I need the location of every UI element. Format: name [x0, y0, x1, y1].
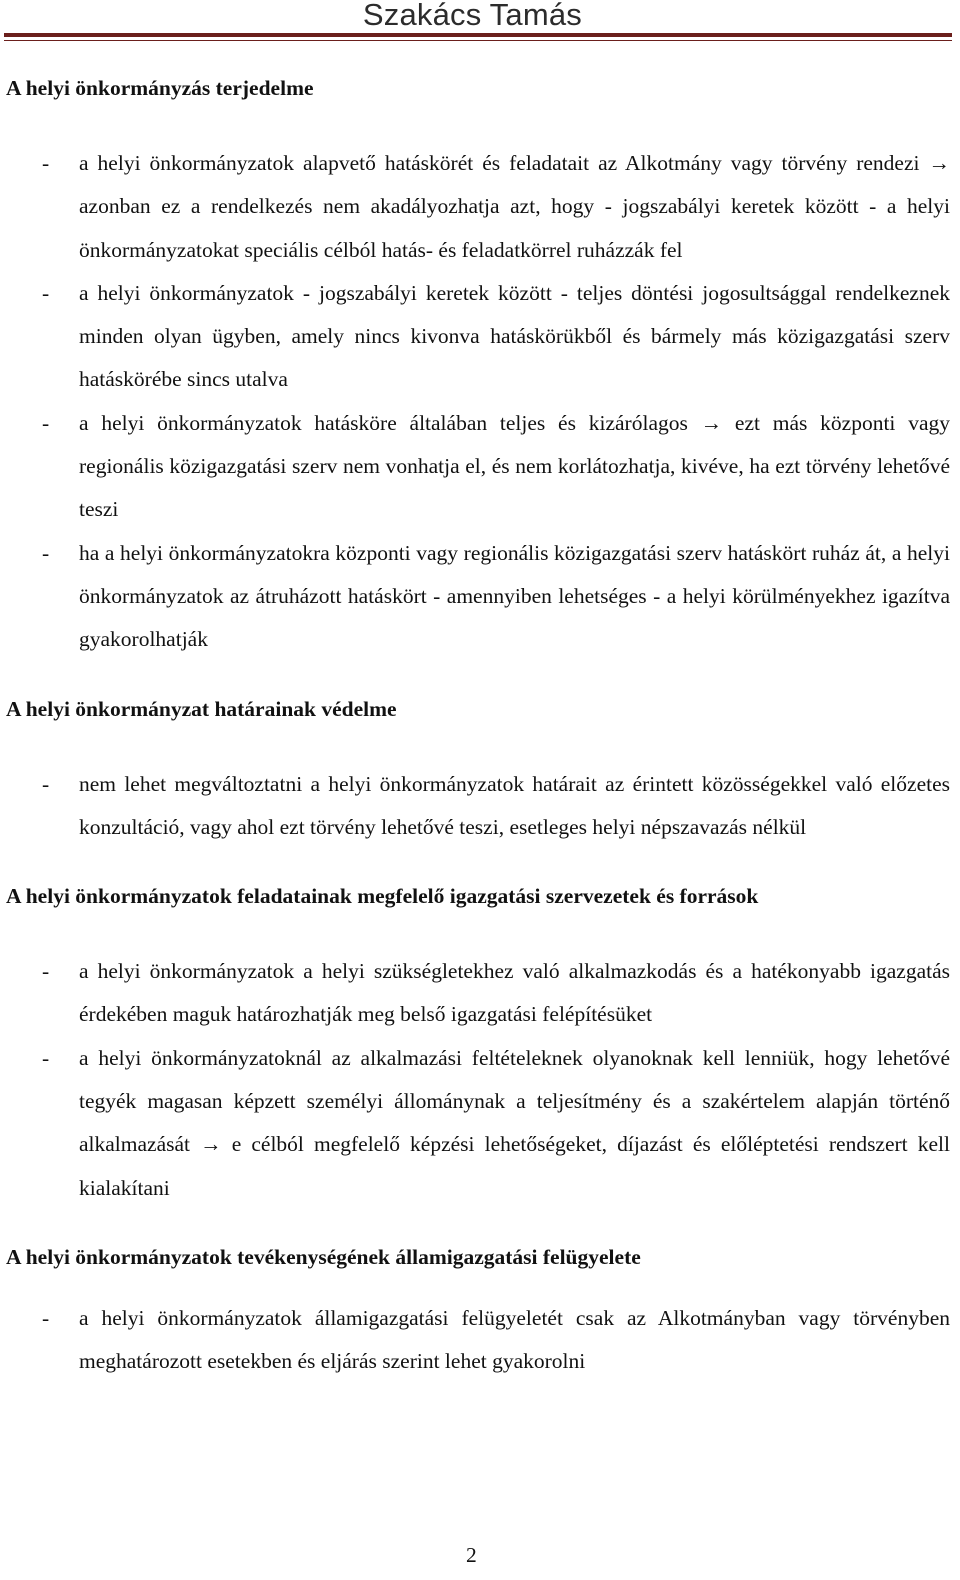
bullet-dash: -: [42, 1305, 50, 1330]
list-item-text: a helyi önkormányzatoknál az alkalmazási feltételeknek olyanoknak kell lenniük, hogy lehetővé tegyék magasan képzett személyi állománynak a teljesítmény és a szakértelem alapján történő alkalmazását → e célból megfelelő képzési lehetőségeket, díjazást és előléptetési rendszert kell kialakítani: [79, 1045, 950, 1200]
list-item: [6, 402, 950, 532]
bullet-dash: -: [42, 540, 50, 565]
list-item-text: nem lehet megváltoztatni a helyi önkormányzatok határait az érintett közösségekkel való előzetes konzultáció, vagy ahol ezt törvény lehetővé teszi, esetleges helyi népszavazás nélkül: [79, 771, 950, 839]
list-item: [6, 950, 950, 1037]
list-item-text: a helyi önkormányzatok alapvető hatáskörét és feladatait az Alkotmány vagy törvény rendezi → azonban ez a rendelkezés nem akadályozhatja azt, hogy - jogszabályi keretek között - a helyi önkormányzatokat speciális célból hatás- és feladatkörrel ruházzák fel: [79, 151, 950, 262]
list-item: [6, 142, 950, 272]
page-number: 2: [466, 1543, 477, 1567]
bullet-dash: -: [42, 151, 50, 175]
section-heading: A helyi önkormányzatok tevékenységének államigazgatási felügyelete: [6, 1244, 641, 1269]
list-item-text: a helyi önkormányzatok - jogszabályi keretek között - teljes döntési jogosultsággal rendelkeznek minden olyan ügyben, amely nincs kivonva hatáskörükből és bármely más közigazgatási szerv hatáskörébe sincs utalva: [79, 280, 950, 392]
list-item-text: a helyi önkormányzatok a helyi szükségletekhez való alkalmazkodás és a hatékonyabb igazgatás érdekében maguk határozhatják meg belső igazgatási felépítésüket: [79, 959, 950, 1027]
list-item: [6, 532, 950, 662]
section-3: [6, 878, 950, 1210]
list-item-text: ha a helyi önkormányzatokra központi vagy regionális közigazgatási szerv hatáskört ruház át, a helyi önkormányzatok az átruházott hatáskört - amennyiben lehetséges - a helyi körülményekhez igazítva gyakorolhatják: [79, 540, 950, 652]
section-1: [6, 70, 950, 662]
section-heading: A helyi önkormányzás terjedelme: [6, 76, 314, 100]
section-2: [6, 691, 950, 850]
header-author: Szakács Tamás: [362, 0, 582, 32]
section-heading: A helyi önkormányzatok feladatainak megfelelő igazgatási szervezetek és források: [6, 884, 759, 909]
bullet-dash: -: [42, 959, 50, 984]
section-4: [6, 1239, 950, 1384]
bullet-dash: -: [42, 1045, 50, 1070]
bullet-dash: -: [42, 410, 50, 435]
bullet-dash: -: [42, 280, 50, 305]
document-body: [6, 70, 950, 1384]
section-heading: A helyi önkormányzat határainak védelme: [6, 696, 397, 721]
list-item: [6, 272, 950, 402]
list-item-text: a helyi önkormányzatok államigazgatási felügyeletét csak az Alkotmányban vagy törvényben meghatározott esetekben és eljárás szerint lehet gyakorolni: [79, 1305, 950, 1374]
bullet-dash: -: [42, 771, 50, 796]
list-item: [6, 1297, 950, 1384]
header-rule-thin: [4, 40, 952, 41]
list-item: [6, 1037, 950, 1210]
header-rule: [4, 33, 952, 37]
list-item-text: a helyi önkormányzatok hatásköre általában teljes és kizárólagos → ezt más központi vagy regionális közigazgatási szerv nem vonhatja el, és nem korlátozhatja, kivéve, ha ezt törvény lehetővé teszi: [79, 410, 950, 522]
list-item: [6, 763, 950, 850]
